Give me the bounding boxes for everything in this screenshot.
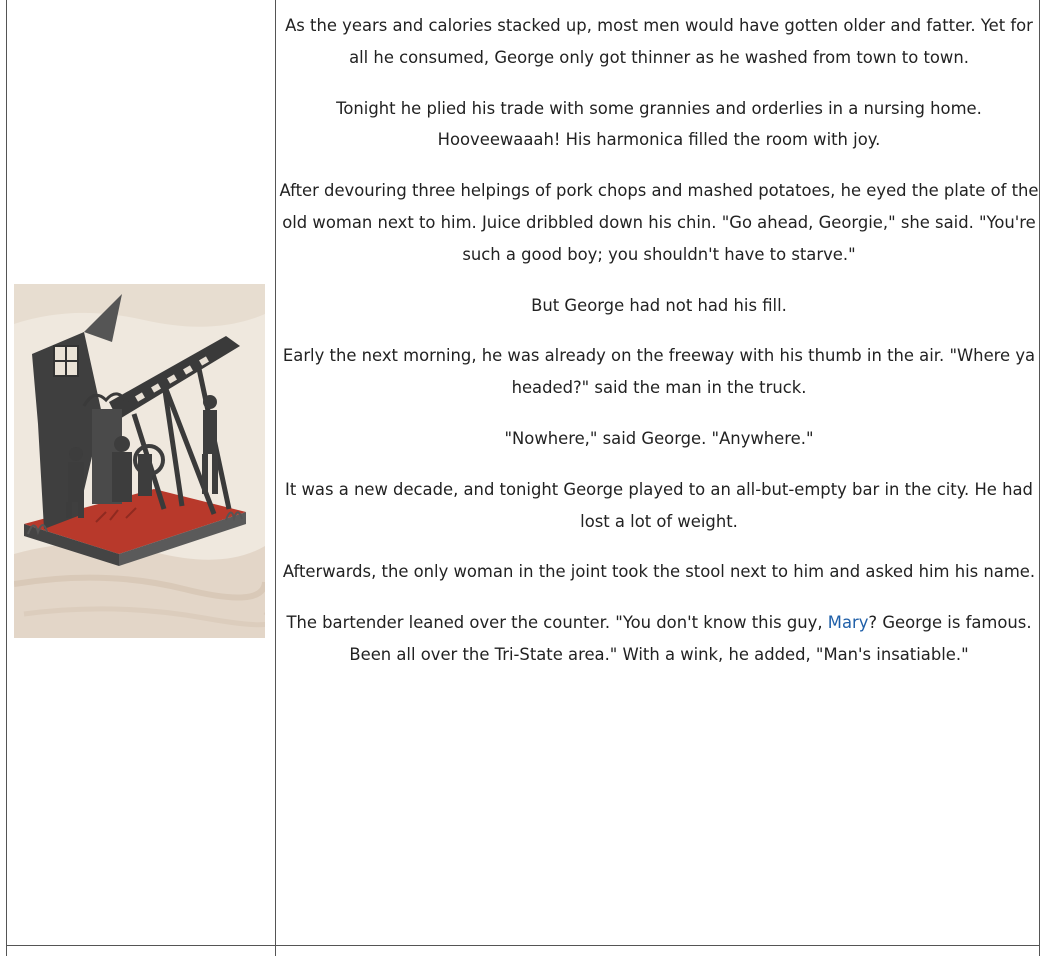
story-paragraph: But George had not had his fill. [531, 295, 787, 315]
table-right-border [1039, 0, 1040, 956]
table-left-border [6, 0, 7, 956]
mary-link[interactable]: Mary [827, 613, 869, 633]
table-row-divider [6, 945, 1040, 946]
story-paragraph: As the years and calories stacked up, most men would have gotten older and fatter. Yet for all he consumed, George only got thinner as he washed from town to town. [285, 16, 1033, 67]
story-paragraph: Afterwards, the only woman in the joint took the stool next to him and asked him his name. [282, 562, 1036, 582]
story-paragraph-final [279, 607, 1039, 671]
story-paragraph: Tonight he plied his trade with some grannies and orderlies in a nursing home. Hooveewaaah! His harmonica filled the room with joy. [336, 98, 982, 150]
story-text-before-link: The bartender leaned over the counter. "You don't know this guy, [286, 613, 828, 633]
story-text-cell [279, 10, 1039, 690]
story-paragraph: After devouring three helpings of pork chops and mashed potatoes, he eyed the plate of the old woman next to him. Juice dribbled down his chin. "Go ahead, Georgie," she said. "You're such a good boy; you shouldn't have to starve." [279, 181, 1039, 264]
story-paragraph: "Nowhere," said George. "Anywhere." [504, 428, 814, 448]
story-paragraph: Early the next morning, he was already on the freeway with his thumb in the air. "Where ya headed?" said the man in the truck. [282, 346, 1036, 398]
table-column-divider [275, 0, 276, 956]
story-paragraph: It was a new decade, and tonight George played to an all-but-empty bar in the city. He had lost a lot of weight. [285, 479, 1033, 531]
story-text-after-link: ? George is famous. Been all over the Tri-State area." With a wink, he added, "Man's insatiable." [349, 613, 1032, 664]
pump-jack-stage-illustration [14, 284, 265, 638]
